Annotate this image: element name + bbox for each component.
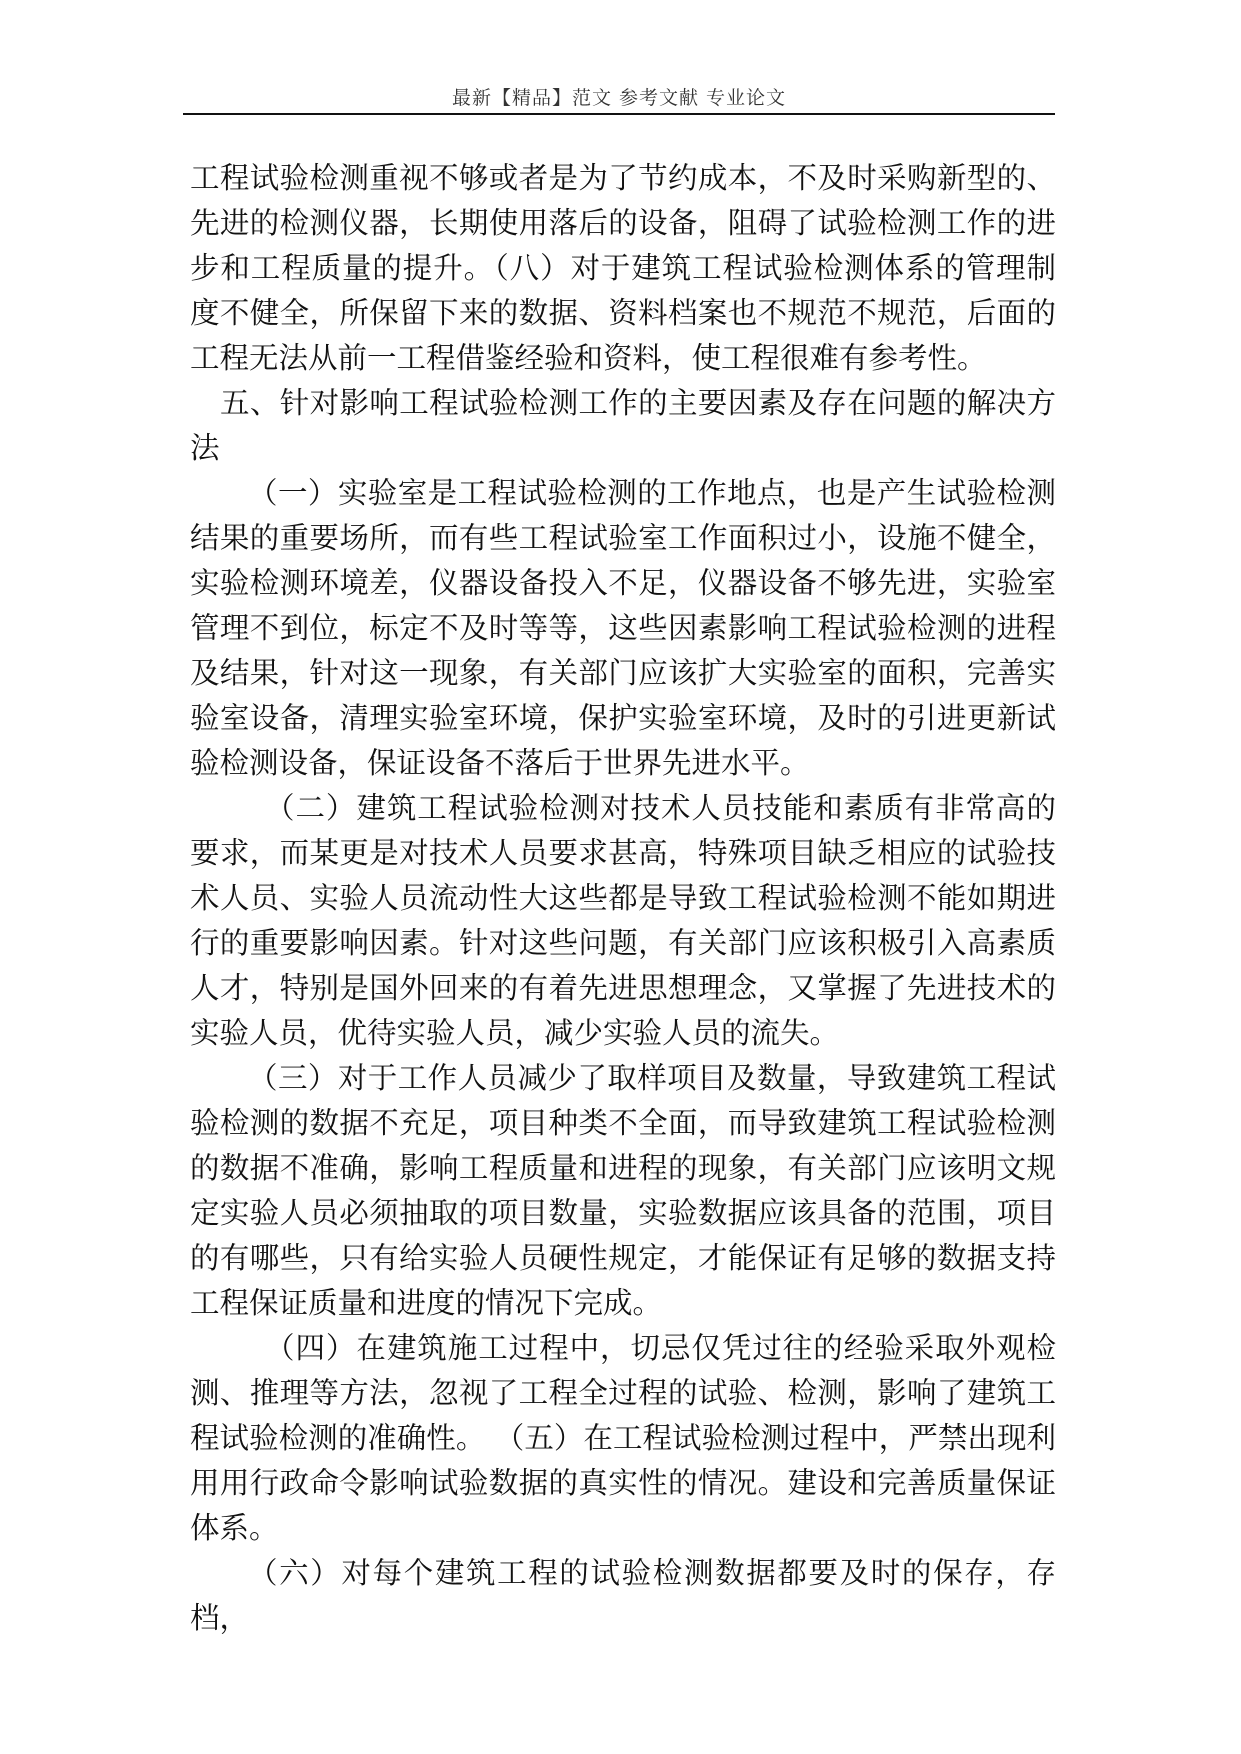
paragraph-item-3: （三）对于工作人员减少了取样项目及数量，导致建筑工程试验检测的数据不充足，项目种类不全面，而导致建筑工程试验检测的数据不准确，影响工程质量和进程的现象，有关部门应该明文规定实验人员必须抽取的项目数量，实验数据应该具备的范围，项目的有哪些，只有给实验人员硬性规定，才能保证有足够的数据支持工程保证质量和进度的情况下完成。: [190, 1061, 1056, 1320]
paragraph-item-1: （一）实验室是工程试验检测的工作地点，也是产生试验检测结果的重要场所，而有些工程试验室工作面积过小，设施不健全，实验检测环境差，仪器设备投入不足，仪器设备不够先进，实验室管理不到位，标定不及时等等，这些因素影响工程试验检测的进程及结果，针对这一现象，有关部门应该扩大实验室的面积，完善实验室设备，清理实验室环境，保护实验室环境，及时的引进更新试验检测设备，保证设备不落后于世界先进水平。: [190, 476, 1056, 780]
paragraph-item-6: （六）对每个建筑工程的试验检测数据都要及时的保存，存档，: [190, 1556, 1056, 1635]
page-header: 最新【精品】范文 参考文献 专业论文: [451, 87, 787, 109]
paragraph-item-4-5: （四）在建筑施工过程中，切忌仅凭过往的经验采取外观检测、推理等方法，忽视了工程全过程的试验、检测，影响了建筑工程试验检测的准确性。 （五）在工程试验检测过程中，严禁出现利用用行政命令影响试验数据的真实性的情况。建设和完善质量保证体系。: [190, 1331, 1056, 1545]
header-divider: [183, 113, 1055, 115]
document-body: [190, 156, 1056, 1641]
section-heading: 五、针对影响工程试验检测工作的主要因素及存在问题的解决方法: [190, 386, 1056, 465]
paragraph-item-2: （二）建筑工程试验检测对技术人员技能和素质有非常高的要求，而某更是对技术人员要求甚高，特殊项目缺乏相应的试验技术人员、实验人员流动性大这些都是导致工程试验检测不能如期进行的重要影响因素。针对这些问题，有关部门应该积极引入高素质人才，特别是国外回来的有着先进思想理念，又掌握了先进技术的实验人员，优待实验人员，减少实验人员的流失。: [190, 791, 1056, 1050]
paragraph-continuation: 工程试验检测重视不够或者是为了节约成本，不及时采购新型的、先进的检测仪器，长期使用落后的设备，阻碍了试验检测工作的进步和工程质量的提升。（八）对于建筑工程试验检测体系的管理制度不健全，所保留下来的数据、资料档案也不规范不规范，后面的工程无法从前一工程借鉴经验和资料，使工程很难有参考性。: [190, 161, 1056, 375]
